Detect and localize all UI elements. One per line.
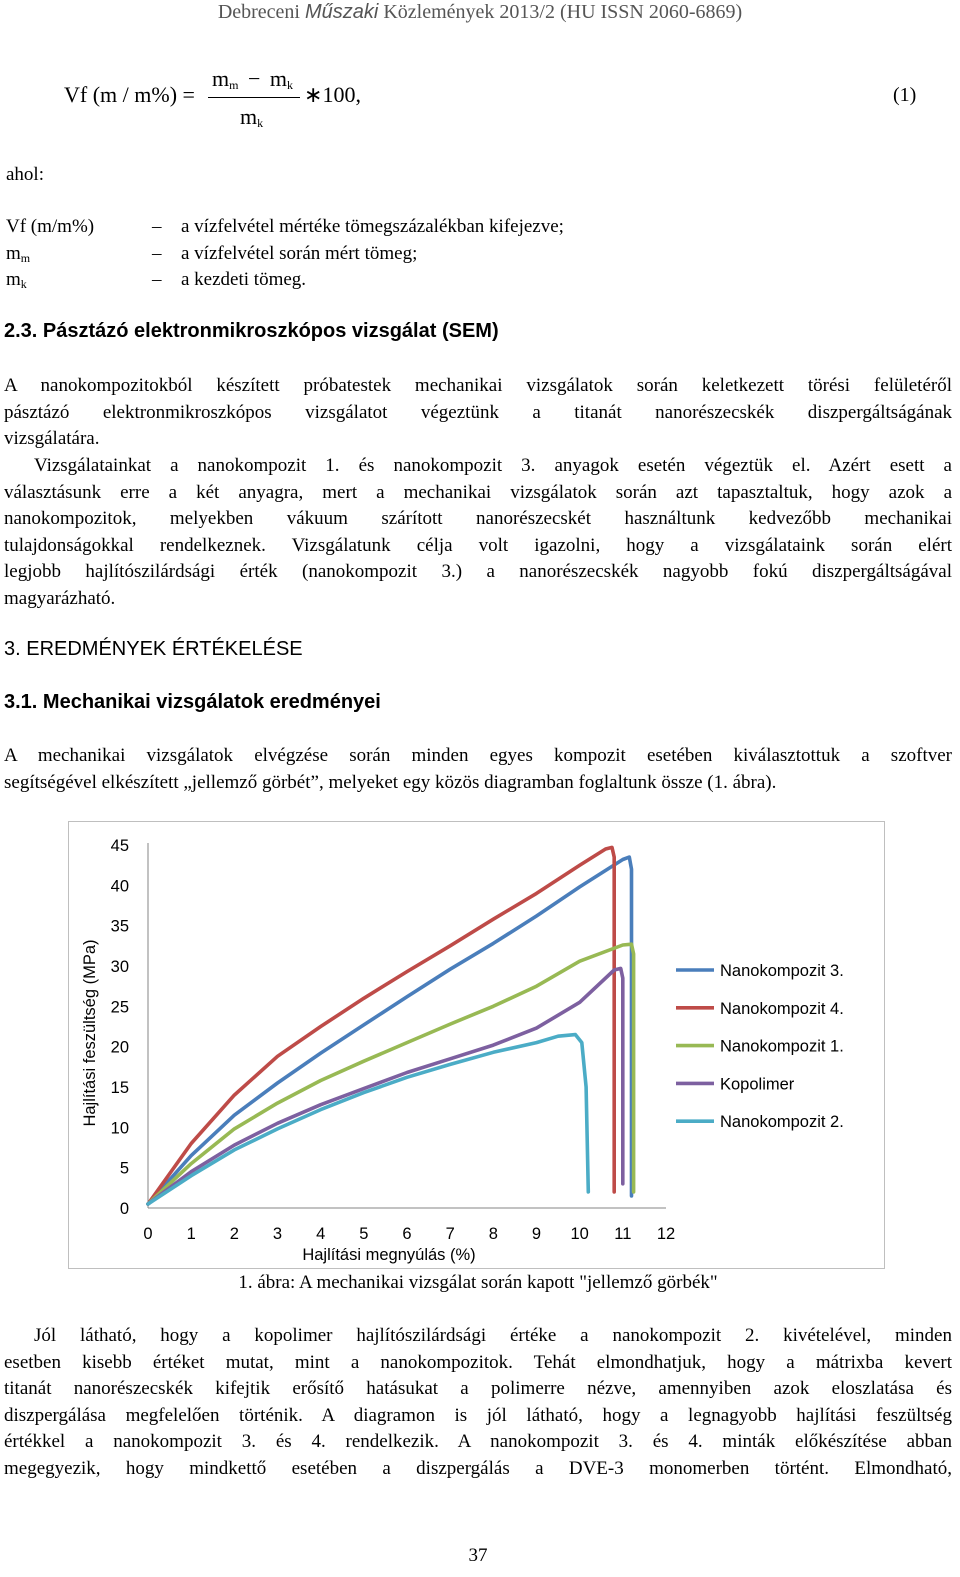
x-tick-label: 11 — [614, 1225, 632, 1243]
x-axis-label: Hajlítási megnyúlás (%) — [302, 1246, 476, 1264]
text-line: pásztázó elektronmikroszkópos vizsgálatot végeztünk a titanát nanorészecskék diszpergáltságának — [4, 401, 952, 423]
y-axis-label: Hajlítási feszültség (MPa) — [81, 939, 99, 1127]
x-tick-labels — [143, 1225, 675, 1243]
y-tick-label: 30 — [110, 958, 129, 976]
text-line: tulajdonságokkal rendelkeznek. Vizsgálatunk célja volt igazolni, hogy a vizsgálataink során elért — [4, 534, 952, 556]
paragraph-results — [4, 743, 952, 796]
text-line: titanát nanorészecskék kifejtik erősítő hatásukat a polimerre nézve, amennyiben azok eloszlatása és — [4, 1378, 952, 1400]
text-line: Jól látható, hogy a kopolimer hajlítószilárdsági értéke a nanokompozit 2. kivételével, minden — [34, 1325, 952, 1346]
text-line: A mechanikai vizsgálatok elvégzése során minden egyes kompozit esetében kiválasztottuk a szoftver — [4, 745, 952, 766]
legend-label: Nanokompozit 1. — [720, 1037, 844, 1056]
legend-label: Kopolimer — [720, 1075, 795, 1094]
legend-label: Nanokompozit 3. — [720, 962, 844, 980]
text-line: A nanokompozitokból készített próbatestek mechanikai vizsgálatok során keletkezett törési felületéről — [4, 375, 952, 396]
y-tick-label: 40 — [110, 877, 129, 896]
page-number: 37 — [468, 1545, 488, 1566]
section-heading-2-3: 2.3. Pásztázó elektronmikroszkópos vizsgálat (SEM) — [4, 320, 499, 342]
text-line: vizsgálatára. — [4, 428, 100, 450]
formula-numerator: $m_m - m_k$ — [212, 66, 294, 92]
y-tick-label: 25 — [110, 998, 129, 1017]
y-tick-label: 5 — [119, 1159, 129, 1178]
text-line: értékkel a nanokompozit 3. és 4. rendelkezik. A nanokompozit 3. és 4. minták előkészítése abban — [4, 1431, 952, 1453]
paragraph-sem-1 — [4, 373, 952, 453]
paragraph-closing — [4, 1323, 952, 1483]
y-tick-label: 35 — [110, 917, 129, 936]
y-tick-label: 45 — [110, 837, 129, 855]
x-tick-label: 10 — [570, 1225, 589, 1243]
x-tick-label: 9 — [531, 1225, 542, 1243]
y-tick-label: 10 — [110, 1119, 129, 1138]
journal-prefix: Debreceni — [217, 1, 305, 23]
formula-number: (1) — [893, 84, 917, 106]
definition-item: $m_k$ – a kezdeti tömeg. — [6, 269, 307, 292]
y-tick-label: 15 — [110, 1079, 129, 1097]
x-tick-label: 3 — [272, 1225, 283, 1243]
x-tick-label: 4 — [316, 1225, 326, 1243]
y-tick-label: 0 — [119, 1200, 129, 1218]
running-header — [0, 0, 960, 24]
figure-caption: 1. ábra: A mechanikai vizsgálat során kapott "jellemző görbék" — [238, 1272, 718, 1293]
section-heading-3-1: 3.1. Mechanikai vizsgálatok eredményei — [4, 691, 381, 713]
x-tick-label: 5 — [359, 1225, 369, 1243]
formula-lhs: Vf (m / m%) = — [64, 82, 195, 107]
x-tick-label: 0 — [143, 1225, 153, 1243]
journal-stylized: Műszaki — [304, 1, 379, 23]
x-tick-label: 2 — [229, 1225, 239, 1243]
x-tick-label: 8 — [488, 1225, 498, 1243]
section-heading-3: 3. EREDMÉNYEK ÉRTÉKELÉSE — [4, 638, 303, 660]
text-line: esetben kisebb értéket mutat, mint a nanokompozitok. Tehát elmondhatjuk, hogy a mátrixba kevert — [4, 1351, 952, 1373]
definition-item: $m_m$ – a vízfelvétel során mért tömeg; — [6, 242, 418, 265]
definition-item: Vf (m/m%) – a vízfelvétel mértéke tömegszázalékban kifejezve; — [6, 216, 564, 237]
definition-list — [6, 214, 906, 294]
y-tick-labels — [111, 837, 129, 1218]
x-tick-label: 1 — [186, 1225, 196, 1243]
stress-strain-chart — [68, 821, 885, 1269]
text-line: magyarázható. — [4, 587, 116, 609]
chart-series — [148, 847, 634, 1204]
formula-denominator: $m_k$ — [240, 104, 264, 130]
legend-label: Nanokompozit 2. — [720, 1113, 844, 1132]
paragraph-sem-2 — [4, 453, 952, 613]
text-line: nanokompozitok, melyekben vákuum szárított nanorészecskét használtunk kedvezőbb mechanikai — [4, 508, 952, 530]
fraction-bar — [208, 97, 300, 98]
formula-factor: ∗100, — [304, 82, 361, 107]
text-line: legjobb hajlítószilárdsági érték (nanokompozit 3.) a nanorészecskék nagyobb fokú diszpergáltságával — [4, 561, 952, 583]
journal-suffix: Közlemények 2013/2 (HU ISSN 2060-6869) — [378, 1, 743, 23]
x-tick-label: 6 — [402, 1225, 412, 1243]
x-tick-label: 7 — [445, 1225, 455, 1243]
text-line: választásunk erre a két anyagra, mert a mechanikai vizsgálatok során azt tapasztaltuk, hogy azok a — [4, 481, 952, 503]
legend-label: Nanokompozit 4. — [720, 999, 844, 1018]
text-line: diszpergálása megfelelően történik. A diagramon is jól látható, hogy a legnagyobb hajlítási feszültség — [4, 1404, 952, 1426]
text-line: megegyezik, hogy mindkettő esetében a diszpergálás a DVE-3 monomerben történt. Elmondható, — [4, 1457, 952, 1479]
formula — [0, 60, 960, 140]
text-line: Vizsgálatainkat a nanokompozit 1. és nanokompozit 3. anyagok esetén végeztük el. Azért esett a — [34, 455, 952, 476]
text-line: segítségével elkészített „jellemző görbét”, melyeket egy közös diagramban foglaltunk össze (1. ábra). — [4, 771, 777, 793]
y-tick-label: 20 — [110, 1038, 129, 1057]
chart-legend — [676, 962, 844, 1131]
definitions-intro: ahol: — [6, 164, 44, 185]
x-tick-label: 12 — [656, 1225, 676, 1243]
series-line-2 — [148, 847, 614, 1204]
